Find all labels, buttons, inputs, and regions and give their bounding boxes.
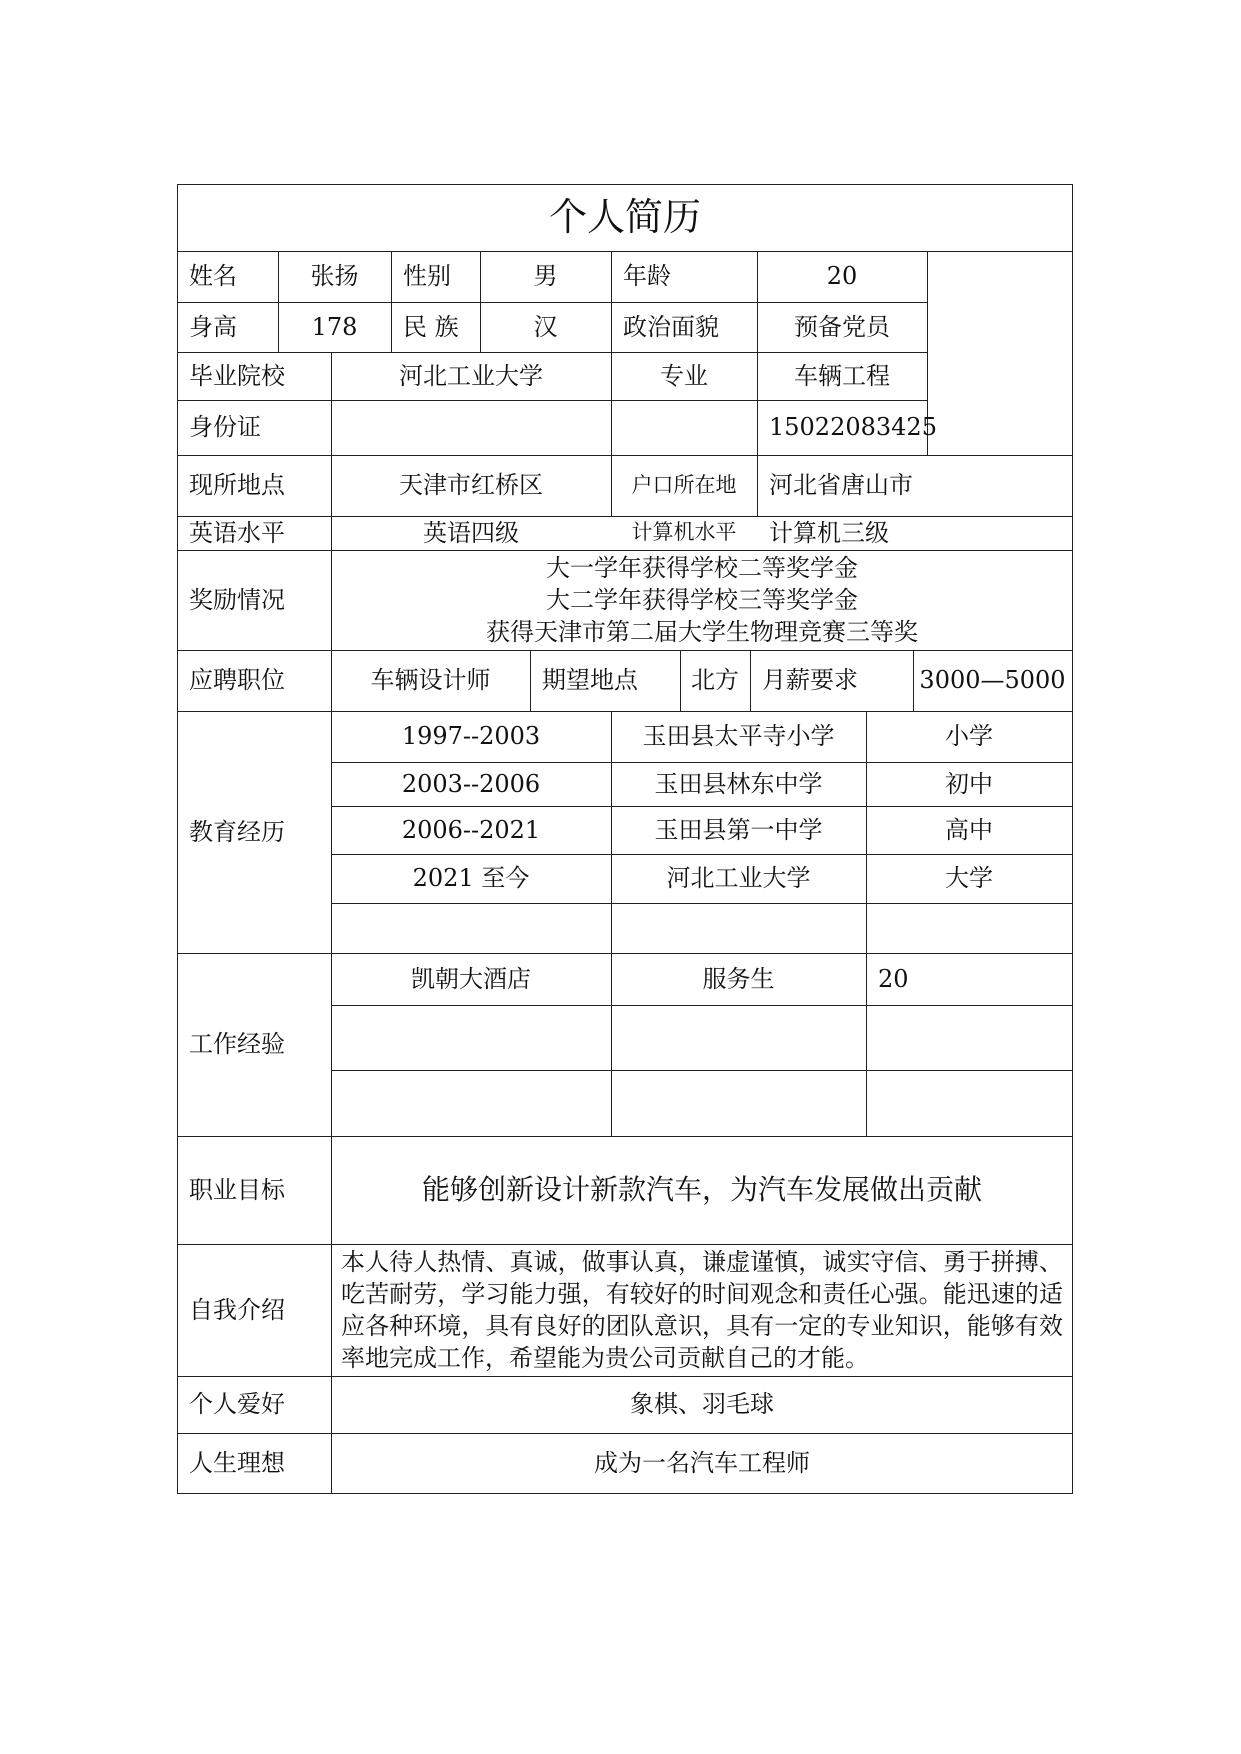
expected-location-value: 北方 [691,666,739,695]
awards-list [331,550,1073,650]
position-value: 车辆设计师 [370,666,491,695]
rule [331,1005,1073,1006]
ethnicity-value: 汉 [533,312,558,341]
location-value: 天津市红桥区 [399,471,543,500]
education-period: 2003--2006 [401,769,541,798]
hobby-value: 象棋、羽毛球 [630,1390,774,1419]
location-label: 现所地点 [189,471,285,500]
age-label: 年龄 [623,262,671,291]
education-level: 初中 [945,769,993,798]
age-value: 20 [826,262,858,291]
work-role: 服务生 [702,964,775,993]
height-value: 178 [311,312,358,341]
position-label: 应聘职位 [189,666,285,695]
major-label: 专业 [660,361,708,390]
education-school: 玉田县太平寺小学 [642,722,835,751]
education-school: 玉田县第一中学 [654,815,823,844]
rule [331,1070,1073,1071]
hukou-value: 河北省唐山市 [769,471,913,500]
gender-value: 男 [533,262,558,291]
ideal-value: 成为一名汽车工程师 [594,1448,810,1477]
salary-value: 3000—5000 [919,666,1066,695]
computer-label: 计算机水平 [631,520,737,545]
hobby-label: 个人爱好 [189,1390,285,1419]
work-company: 凯朝大酒店 [411,964,531,993]
education-label: 教育经历 [189,817,285,846]
goal-value: 能够创新设计新款汽车，为汽车发展做出贡献 [421,1173,982,1207]
gender-label: 性别 [403,262,451,291]
political-value: 预备党员 [794,312,890,341]
major-value: 车辆工程 [794,361,890,390]
page-title: 个人简历 [548,194,701,239]
award-item: 获得天津市第二届大学生物理竞赛三等奖 [486,618,918,646]
education-school: 玉田县林东中学 [654,769,823,798]
school-value: 河北工业大学 [399,361,543,390]
awards-label: 奖励情况 [189,585,285,614]
english-label: 英语水平 [189,518,285,547]
school-label: 毕业院校 [189,361,285,390]
intro-text: 本人待人热情、真诚，做事认真，谦虚谨慎，诚实守信、勇于拼搏、吃苦耐劳，学习能力强，有较好的时间观念和责任心强。能迅速的适应各种环境，具有良好的团队意识，具有一定的专业知识，能够有效率地完成工作，希望能为贵公司贡献自己的才能。 [341,1248,1063,1372]
name-value: 张扬 [310,262,359,291]
work-value: 20 [878,964,909,993]
education-period: 1997--2003 [401,722,541,751]
rule [331,903,1073,904]
education-level: 小学 [945,722,993,751]
ethnicity-label: 民 族 [403,312,459,341]
name-label: 姓名 [189,262,237,291]
education-level: 大学 [945,864,993,893]
height-label: 身高 [189,312,237,341]
salary-label: 月薪要求 [762,666,858,695]
award-item: 大一学年获得学校二等奖学金 [546,554,858,582]
work-label: 工作经验 [189,1030,285,1059]
table-border-bottom [177,1493,1073,1494]
intro-label: 自我介绍 [189,1295,285,1324]
education-period: 2021 至今 [412,864,530,893]
education-period: 2006--2021 [401,815,541,844]
english-value: 英语四级 [423,518,519,547]
computer-value: 计算机三级 [769,518,889,547]
id-label: 身份证 [189,413,261,442]
hukou-label: 户口所在地 [631,472,737,497]
expected-location-label: 期望地点 [542,666,638,695]
award-item: 大二学年获得学校三等奖学金 [546,586,858,614]
education-level: 高中 [945,815,993,844]
phone-value: 15022083425 [769,413,937,442]
political-label: 政治面貌 [623,312,719,341]
ideal-label: 人生理想 [189,1448,285,1477]
goal-label: 职业目标 [189,1175,285,1204]
education-school: 河北工业大学 [666,864,811,893]
